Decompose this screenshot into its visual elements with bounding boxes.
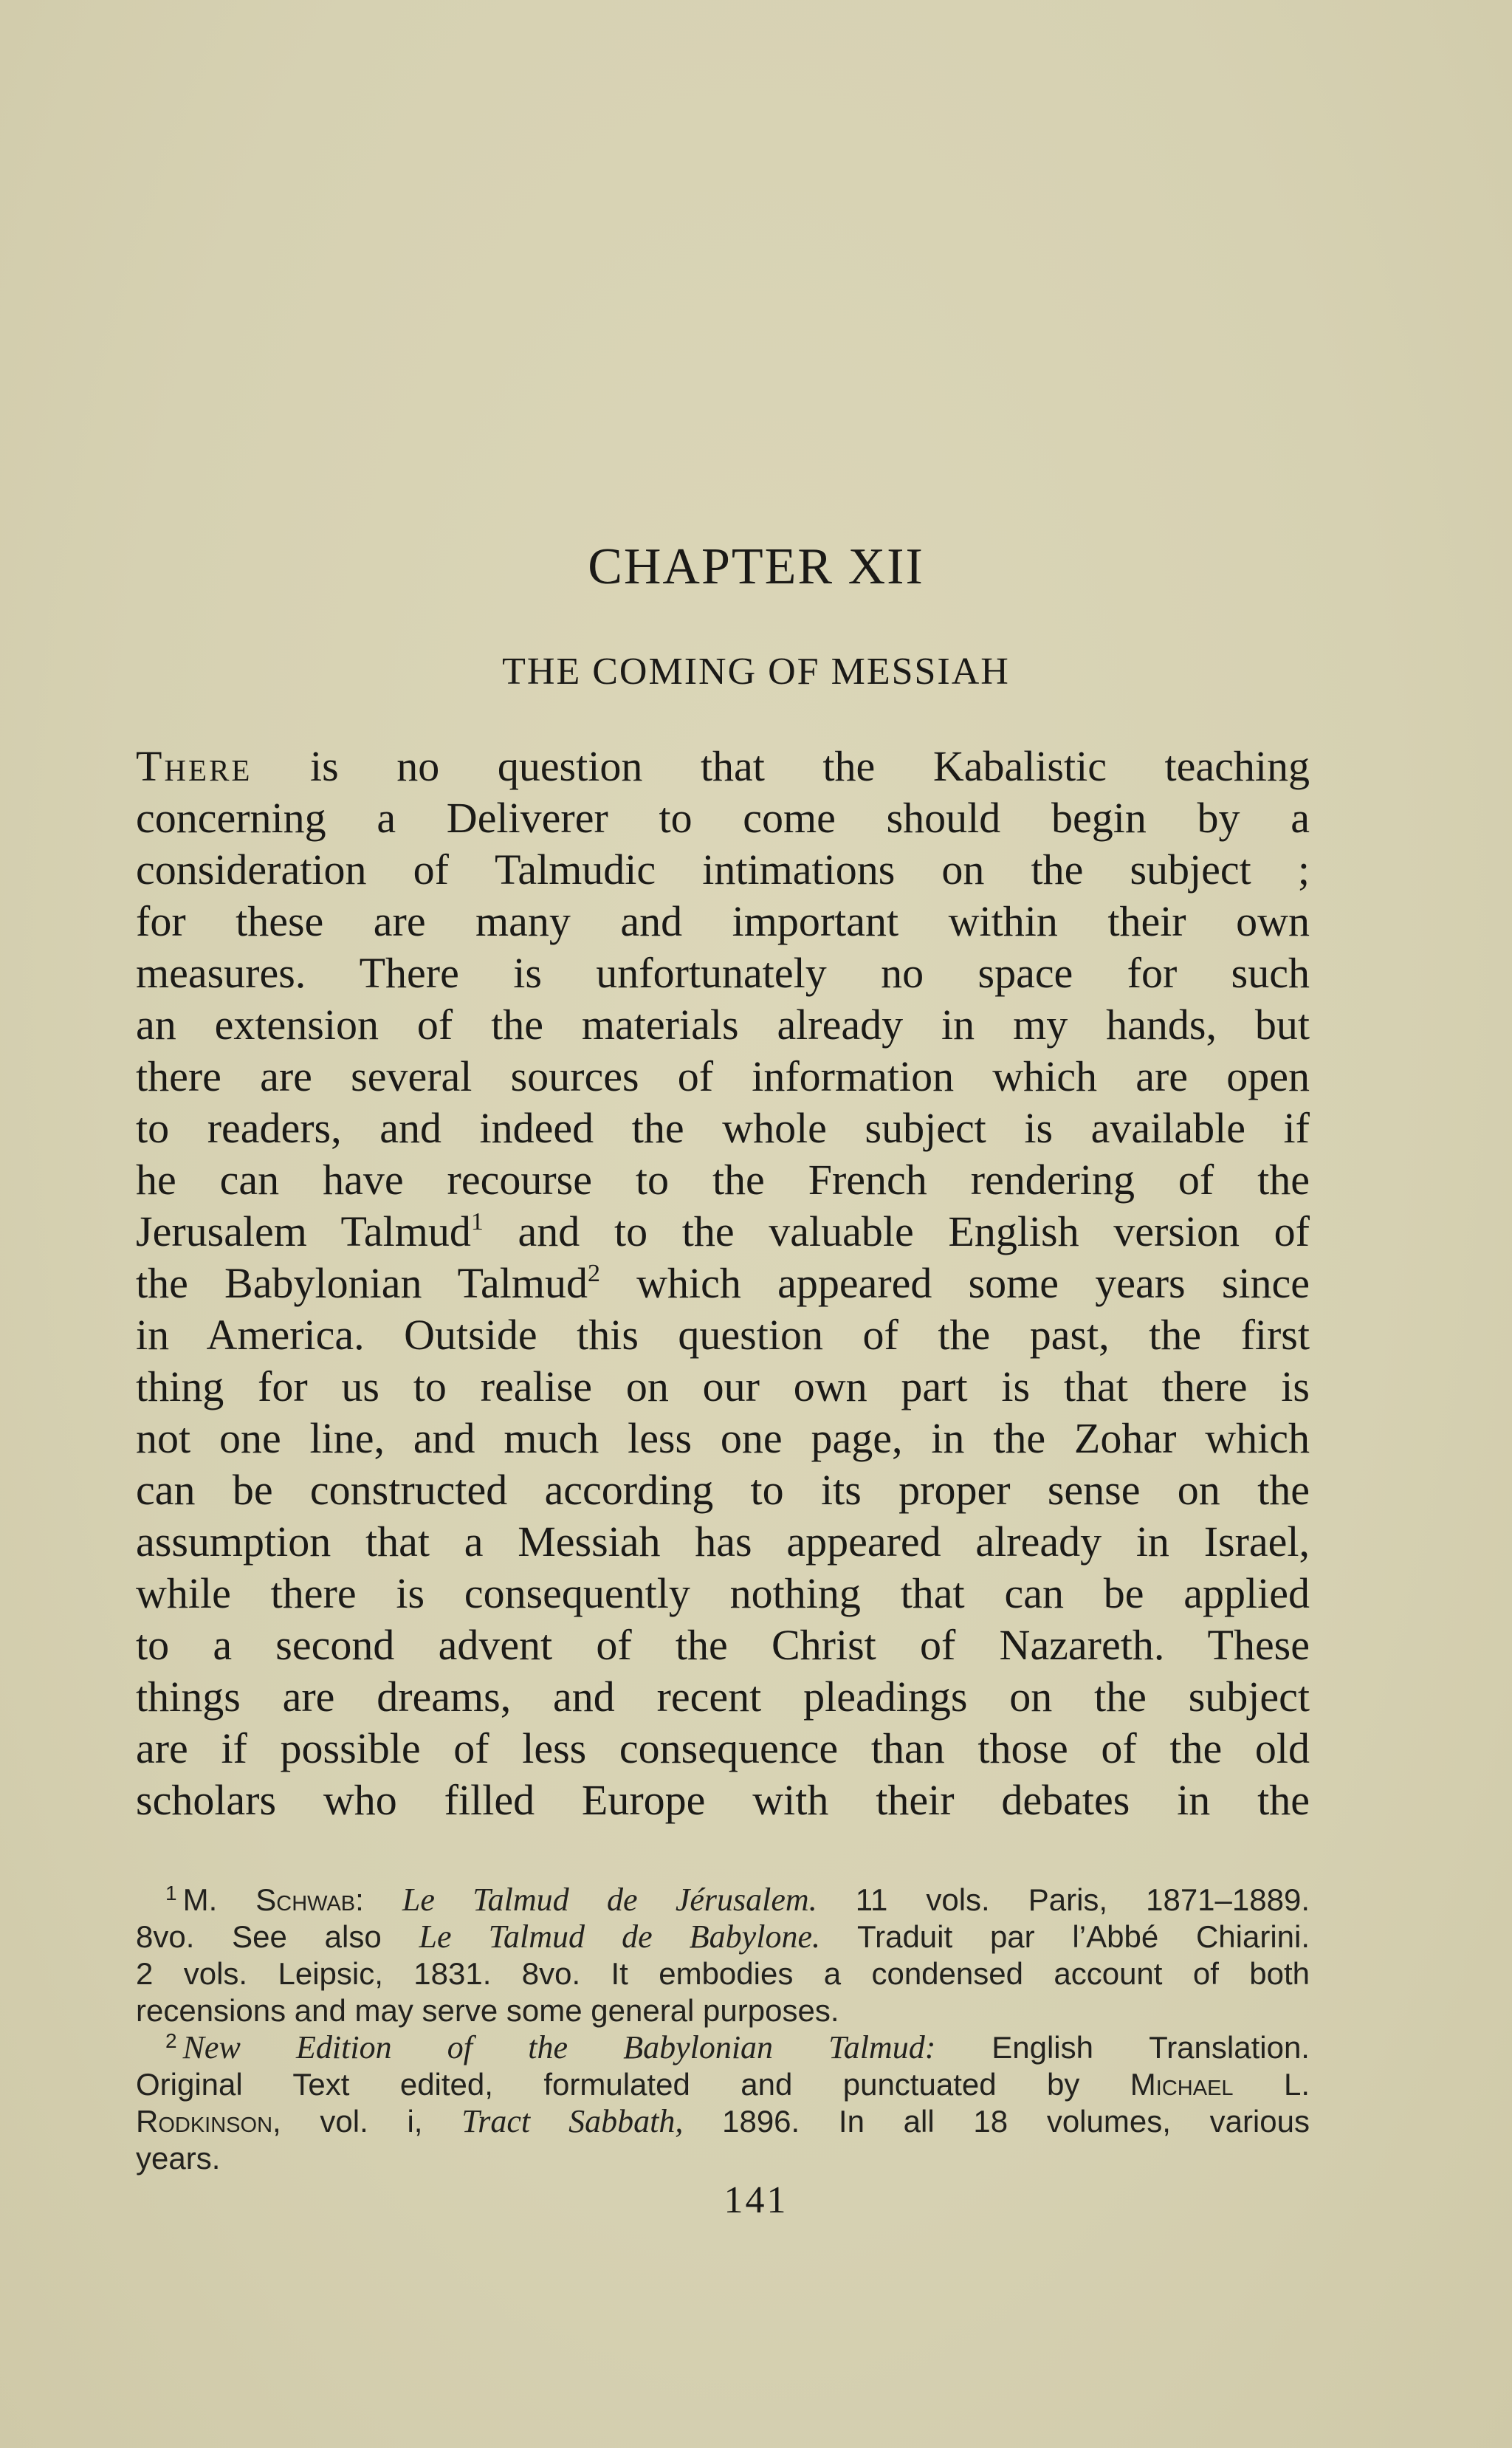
chapter-subtitle: THE COMING OF MESSIAH <box>502 651 1010 693</box>
body-line: thing for us to realise on our own part is that there is <box>136 1362 1310 1410</box>
opening-word: There <box>136 742 252 790</box>
footnote-1: $^1$ M. Schwab: Le Talmud de Jérusalem. 11 vols. Paris, 1871–1889. <box>165 1882 1310 1918</box>
body-line: to readers, and indeed the whole subject is available if <box>136 1104 1310 1152</box>
footnote-2: $^2$ New Edition of the Babylonian Talmud: English Translation. <box>165 2029 1310 2065</box>
body-line: are if possible of less consequence than those of the old <box>136 1724 1310 1772</box>
body-line: the Babylonian Talmud$^2$ which appeared some years since <box>136 1259 1310 1307</box>
body-line: concerning a Deliverer to come should begin by a <box>136 794 1310 842</box>
body-line: There is no question that the Kabalistic teaching <box>136 742 1310 790</box>
footnote-line: years. <box>136 2141 221 2176</box>
body-line: he can have recourse to the French rendering of the <box>136 1156 1310 1204</box>
footnote-mark: 1 <box>165 1882 177 1904</box>
page-number: 141 <box>724 2179 788 2221</box>
chapter-title: CHAPTER XII <box>588 538 924 595</box>
footnote-line: Original Text edited, formulated and punctuated by Michael L. <box>136 2067 1310 2102</box>
body-line: consideration of Talmudic intimations on the subject ; <box>136 846 1310 894</box>
body-line: measures. There is unfortunately no space for such <box>136 949 1310 997</box>
footnote-line: Rodkinson, vol. i, Tract Sabbath, 1896. In all 18 volumes, various <box>136 2103 1310 2139</box>
body-paragraph <box>136 741 1310 1826</box>
body-line: not one line, and much less one page, in the Zohar which <box>136 1414 1310 1462</box>
footnote-mark: 2 <box>165 2029 177 2052</box>
footnote-line: 2 vols. Leipsic, 1831. 8vo. It embodies a condensed account of both <box>136 1956 1310 1991</box>
body-line: an extension of the materials already in my hands, but <box>136 1001 1310 1049</box>
body-line: scholars who filled Europe with their debates in the <box>136 1776 1310 1824</box>
footnote-line: 8vo. See also Le Talmud de Babylone. Traduit par l’Abbé Chiarini. <box>136 1919 1310 1955</box>
body-line: things are dreams, and recent pleadings on the subject <box>136 1673 1310 1721</box>
body-line: while there is consequently nothing that can be applied <box>136 1569 1310 1617</box>
body-line: can be constructed according to its proper sense on the <box>136 1466 1310 1514</box>
body-line: for these are many and important within their own <box>136 897 1310 945</box>
body-line: assumption that a Messiah has appeared already in Israel, <box>136 1518 1310 1566</box>
body-line: in America. Outside this question of the past, the first <box>136 1311 1310 1359</box>
body-line: to a second advent of the Christ of Nazareth. These <box>136 1621 1310 1669</box>
footnote-ref-1[interactable]: 1 <box>470 1208 484 1235</box>
body-line: Jerusalem Talmud$^1$ and to the valuable English version of <box>136 1207 1310 1255</box>
footnote-ref-2[interactable]: 2 <box>587 1260 600 1287</box>
footnotes <box>136 1882 1310 2177</box>
footnote-line: recensions and may serve some general purposes. <box>136 1993 839 2028</box>
body-line: there are several sources of information which are open <box>136 1052 1310 1100</box>
